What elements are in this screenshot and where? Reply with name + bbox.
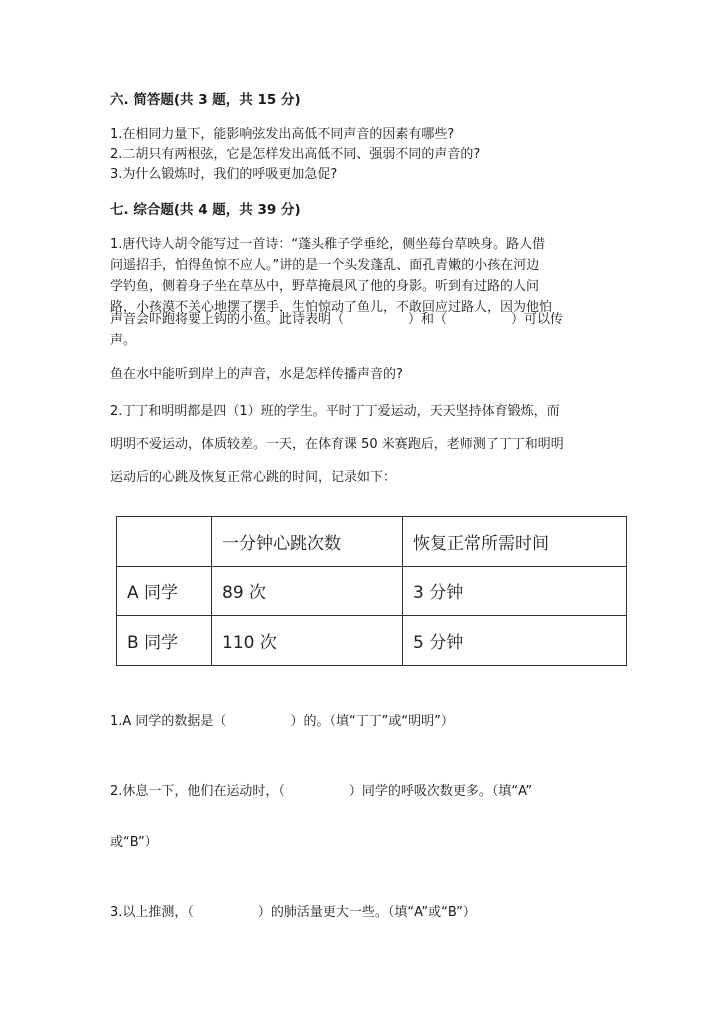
q1-line-4: 路，小孩漠不关心地摆了摆手，生怕惊动了鱼儿，不敢回应过路人，因为他怕 [110,300,553,315]
q2-sub-2-continued: 或“B”） [110,835,158,850]
q2-line-1: 2.丁丁和明明都是四（1）班的学生。平时丁丁爱运动，天天坚持体育锻炼，而 [110,404,560,419]
q2-sub-3-prefix: 3.以上推测，（ [110,905,194,920]
table-cell: 5 分钟 [403,616,627,666]
table-row [117,566,627,616]
q1-line-5-part-b: ）和（ [408,312,448,327]
q1-line-2: 问遥招手，怕得鱼惊不应人。”讲的是一个头发蓬乱、面孔青嫩的小孩在河边 [110,258,540,273]
table-cell: 3 分钟 [403,566,627,616]
q2-sub-3-suffix: ）的肺活量更大一些。（填“A”或“B”） [257,905,476,920]
q1-line-5 [110,308,563,327]
section6-question-2: 2.二胡只有两根弦，它是怎样发出高低不同、强弱不同的声音的? [110,147,481,162]
q2-line-2: 明明不爱运动，体质较差。一天，在体育课 50 米赛跑后，老师测了丁丁和明明 [110,437,564,452]
table-cell: B 同学 [117,616,212,666]
table-cell: 89 次 [212,566,403,616]
section6-question-1: 1.在相同力量下，能影响弦发出高低不同声音的因素有哪些? [110,127,455,142]
table-header-cell: 一分钟心跳次数 [212,517,403,567]
q1-line-6: 声。 [110,333,137,348]
q1-line-3: 学钓鱼，侧着身子坐在草丛中，野草掩晨风了他的身影。听到有过路的人问 [110,279,540,294]
table-cell: 110 次 [212,616,403,666]
heartbeat-table [116,516,627,666]
q2-sub-1-suffix: ）的。（填“丁丁”或“明明”） [290,714,454,729]
q1-follow-question: 鱼在水中能听到岸上的声音，水是怎样传播声音的? [110,367,403,382]
q2-sub-2-suffix: ）同学的呼吸次数更多。（填“A” [348,784,533,799]
table-header-row [117,517,627,567]
q2-sub-2 [110,780,532,799]
section6-question-3: 3.为什么锻炼时，我们的呼吸更加急促? [110,167,338,182]
table-row [117,616,627,666]
q1-line-1: 1.唐代诗人胡令能写过一首诗：“蓬头稚子学垂纶，侧坐莓台草映身。路人借 [110,237,546,252]
q1-line-5-part-a: 声音会吓跑将要上钩的小鱼。此诗表明（ [110,312,345,327]
q2-sub-2-prefix: 2.休息一下，他们在运动时，（ [110,784,285,799]
q2-sub-3 [110,901,476,920]
section6-heading: 六. 简答题(共 3 题，共 15 分) [110,92,301,108]
q2-sub-1 [110,710,454,729]
table-header-cell [117,517,212,567]
table-cell: A 同学 [117,566,212,616]
q2-sub-1-prefix: 1.A 同学的数据是（ [110,714,227,729]
q1-line-5-part-c: ）可以传 [511,312,564,327]
table-header-cell: 恢复正常所需时间 [403,517,627,567]
q2-line-3: 运动后的心跳及恢复正常心跳的时间，记录如下： [110,470,397,485]
section7-heading: 七. 综合题(共 4 题，共 39 分) [110,202,301,218]
